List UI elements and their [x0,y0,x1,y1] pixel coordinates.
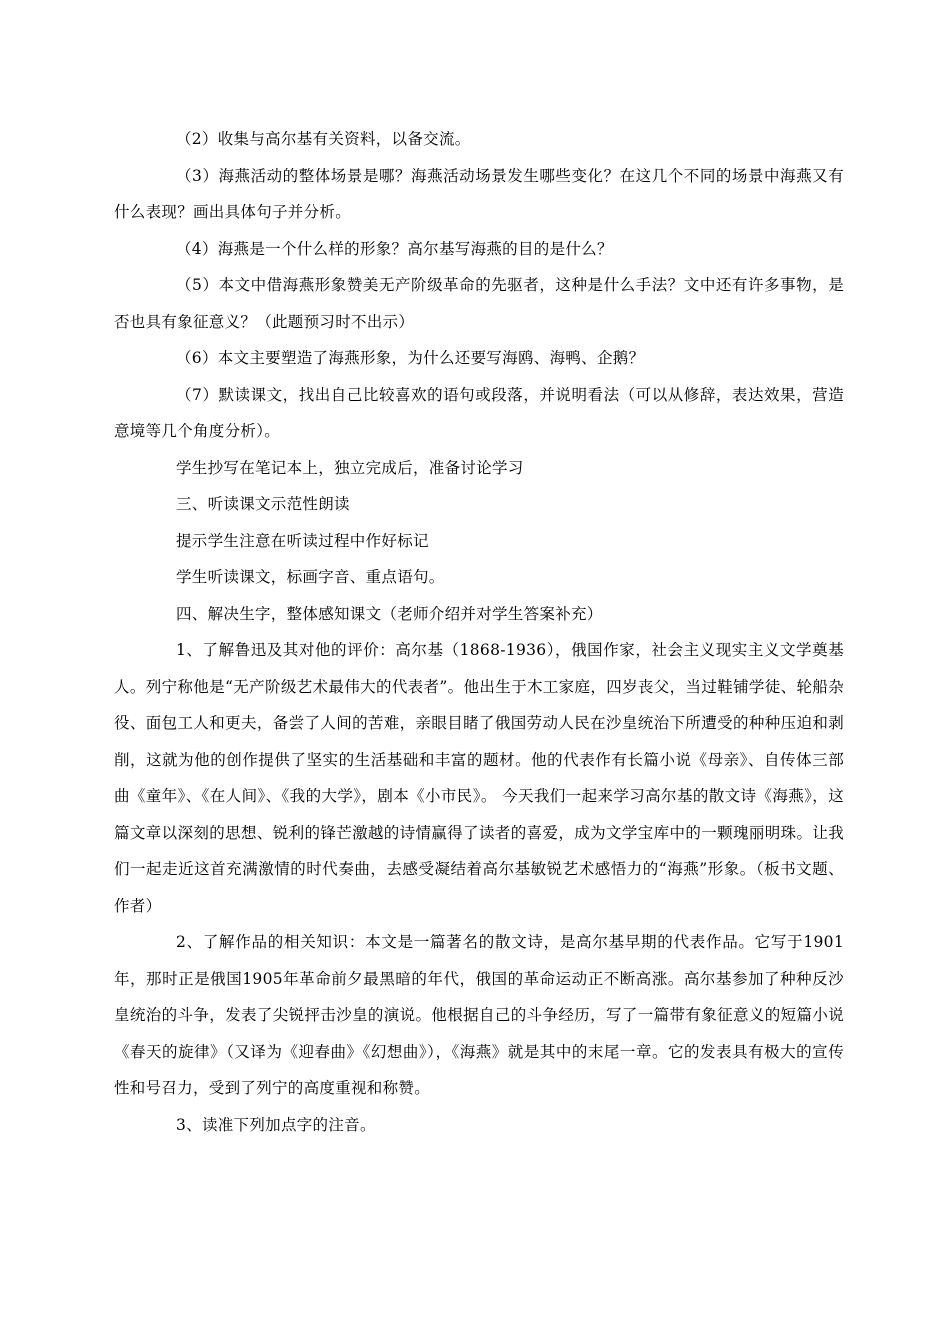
document-body [114,121,844,1143]
gorky-introduction-paragraph: 1、了解鲁迅及其对他的评价：高尔基（1868-1936），俄国作家，社会主义现实主义文学奠基人。列宁称他是“无产阶级艺术最伟大的代表者”。他出生于木工家庭，四岁丧父，当过鞋铺学徒、轮船杂役、面包工人和更夫，备尝了人间的苦难，亲眼目睹了俄国劳动人民在沙皇统治下所遭受的种种压迫和剥削，这就为他的创作提供了坚实的生活基础和丰富的题材。他的代表作有长篇小说《母亲》、自传体三部曲《童年》、《在人间》、《我的大学》，剧本《小市民》。 今天我们一起来学习高尔基的散文诗《海燕》，这篇文章以深刻的思想、锐利的锋芒激越的诗情赢得了读者的喜爱，成为文学宝库中的一颗瑰丽明珠。让我们一起走近这首充满激情的时代奏曲，去感受凝结着高尔基敏锐艺术感悟力的“海燕”形象。（板书文题、作者） [114,641,844,915]
pronunciation-task-paragraph: 3、读准下列加点字的注音。 [176,1115,376,1134]
listening-task-paragraph: 学生听读课文，标画字音、重点语句。 [176,568,445,586]
question-7: （7）默读课文，找出自己比较喜欢的语句或段落，并说明看法（可以从修辞，表达效果，营造意境等几个角度分析）。 [114,385,844,440]
question-3: （3）海燕活动的整体场景是哪？海燕活动场景发生哪些变化？在这几个不同的场景中海燕又有什么表现？画出具体句子并分析。 [114,166,844,221]
listening-hint-paragraph: 提示学生注意在听读过程中作好标记 [176,531,429,550]
work-background-paragraph: 2、了解作品的相关知识：本文是一篇著名的散文诗，是高尔基早期的代表作品。它写于1901年，那时正是俄国1905年革命前夕最黑暗的年代，俄国的革命运动正不断高涨。高尔基参加了种种反沙皇统治的斗争，发表了尖锐抨击沙皇的演说。他根据自己的斗争经历，写了一篇带有象征意义的短篇小说《春天的旋律》（又译为《迎春曲》《幻想曲》），《海燕》就是其中的末尾一章。它的发表具有极大的宣传性和号召力，受到了列宁的高度重视和称赞。 [114,933,844,1097]
question-6: （6）本文主要塑造了海燕形象，为什么还要写海鸥、海鸭、企鹅？ [176,349,645,367]
section-heading-4: 四、解决生字，整体感知课文（老师介绍并对学生答案补充） [176,604,603,623]
section-heading-3: 三、听读课文示范性朗读 [176,495,350,513]
student-note-paragraph: 学生抄写在笔记本上，独立完成后，准备讨论学习 [176,458,524,477]
question-2: （2）收集与高尔基有关资料，以备交流。 [176,130,471,148]
question-4: （4）海燕是一个什么样的形象？高尔基写海燕的目的是什么？ [176,239,613,258]
question-5: （5）本文中借海燕形象赞美无产阶级革命的先驱者，这种是什么手法？文中还有许多事物，是否也具有象征意义？（此题预习时不出示） [114,276,844,331]
